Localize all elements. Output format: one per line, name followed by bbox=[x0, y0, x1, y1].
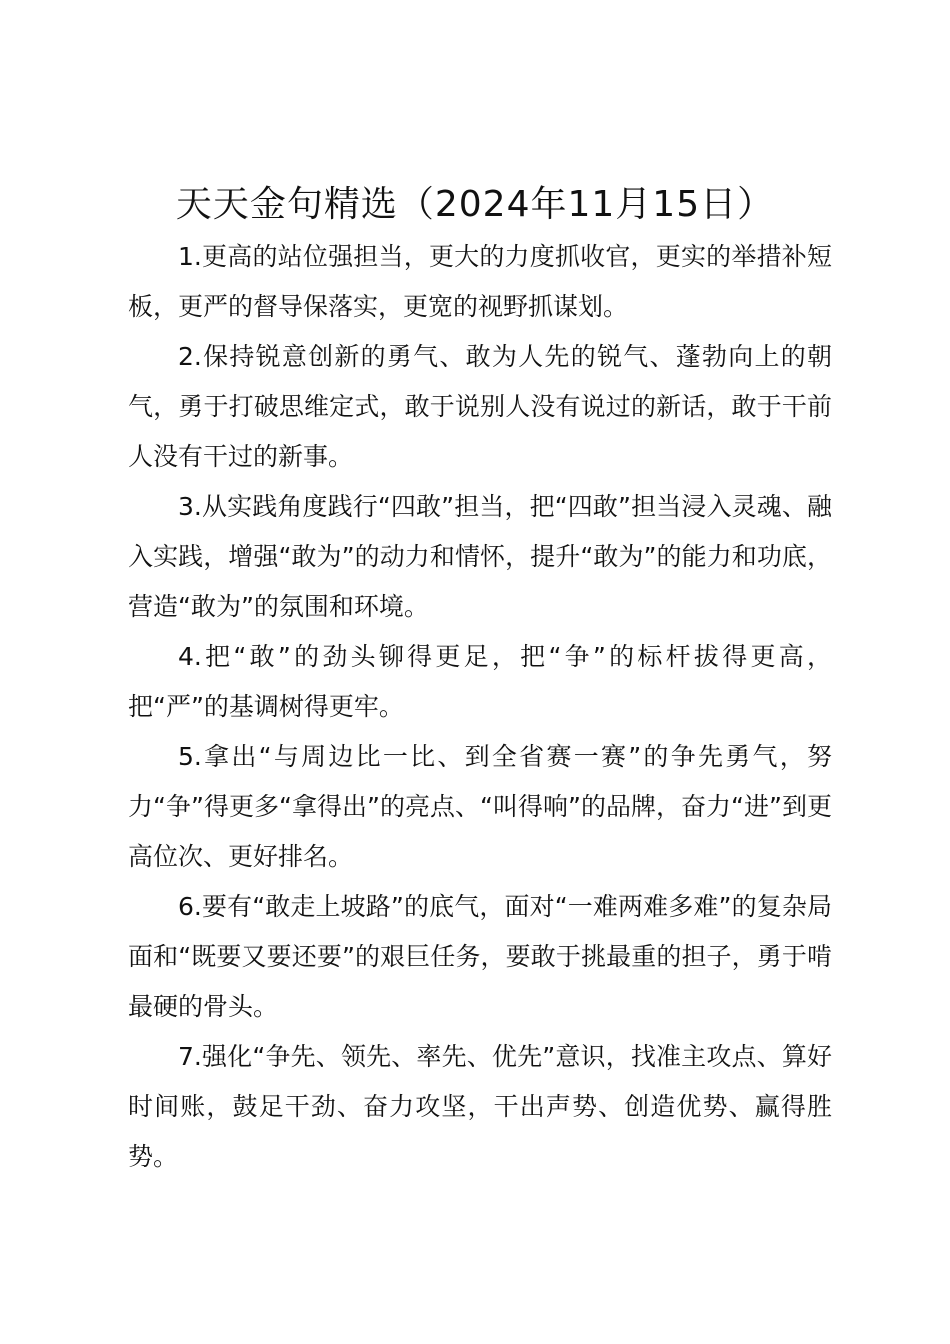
paragraph-1: 1.更高的站位强担当，更大的力度抓收官，更实的举措补短板，更严的督导保落实，更宽的视野抓谋划。 bbox=[128, 242, 832, 321]
paragraph-7: 7.强化“争先、领先、率先、优先”意识，找准主攻点、算好时间账，鼓足干劲、奋力攻坚，干出声势、创造优势、赢得胜势。 bbox=[128, 1042, 832, 1171]
document-title: 天天金句精选（2024年11月15日） bbox=[175, 184, 775, 225]
paragraph-2: 2.保持锐意创新的勇气、敢为人先的锐气、蓬勃向上的朝气，勇于打破思维定式，敢于说别人没有说过的新话，敢于干前人没有干过的新事。 bbox=[128, 342, 832, 471]
paragraph-5: 5.拿出“与周边比一比、到全省赛一赛”的争先勇气，努力“争”得更多“拿得出”的亮点、“叫得响”的品牌，奋力“进”到更高位次、更好排名。 bbox=[128, 742, 832, 871]
document-body bbox=[128, 232, 832, 1182]
paragraph-4: 4.把“敢”的劲头铆得更足，把“争”的标杆拔得更高，把“严”的基调树得更牢。 bbox=[128, 642, 832, 721]
paragraph-3: 3.从实践角度践行“四敢”担当，把“四敢”担当浸入灵魂、融入实践，增强“敢为”的动力和情怀，提升“敢为”的能力和功底，营造“敢为”的氛围和环境。 bbox=[128, 492, 832, 621]
paragraph-6: 6.要有“敢走上坡路”的底气，面对“一难两难多难”的复杂局面和“既要又要还要”的艰巨任务，要敢于挑最重的担子，勇于啃最硬的骨头。 bbox=[128, 892, 832, 1021]
